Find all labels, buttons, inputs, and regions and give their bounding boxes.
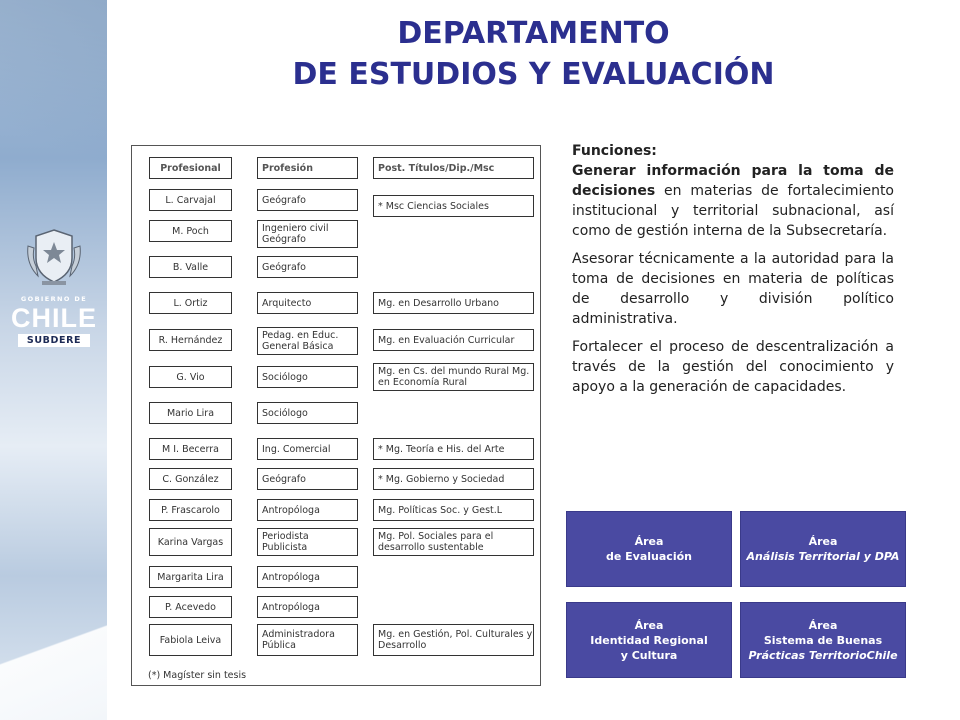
staff-profession: Antropóloga: [257, 566, 358, 588]
area-label: Área: [634, 535, 664, 548]
staff-degree: Mg. Pol. Sociales para el desarrollo sustentable: [373, 528, 534, 556]
area-name: Identidad Regional: [590, 633, 708, 647]
area-label: Área: [808, 618, 838, 632]
header-post-titulos: Post. Títulos/Dip./Msc: [373, 157, 534, 179]
staff-degree: Mg. en Cs. del mundo Rural Mg. en Economía Rural: [373, 363, 534, 391]
staff-profession: Antropóloga: [257, 499, 358, 521]
funciones-section: [572, 141, 894, 397]
staff-profession: Geógrafo: [257, 468, 358, 490]
table-footnote: (*) Magíster sin tesis: [148, 670, 247, 681]
coat-of-arms-icon: [24, 226, 84, 288]
staff-name: M I. Becerra: [149, 438, 232, 460]
area-analisis-territorial-box: [740, 511, 906, 587]
staff-name: Margarita Lira: [149, 566, 232, 588]
area-label: Área: [634, 618, 664, 632]
staff-name: R. Hernández: [149, 329, 232, 351]
staff-profession: Administradora Pública: [257, 624, 358, 656]
area-label: Área: [808, 535, 838, 548]
area-identidad-regional-box: [566, 602, 732, 678]
staff-name: P. Acevedo: [149, 596, 232, 618]
staff-profession: Antropóloga: [257, 596, 358, 618]
area-name-cont: Prácticas TerritorioChile: [748, 648, 898, 662]
staff-degree: Mg. en Desarrollo Urbano: [373, 292, 534, 314]
funcion-1-text: en materias de fortalecimiento institucional y territorial subnacional, así como de gestión interna de la Subsecretaría.: [572, 183, 894, 239]
staff-degree: * Mg. Gobierno y Sociedad: [373, 468, 534, 490]
sidebar-background: [0, 0, 107, 720]
area-name-cont: y Cultura: [620, 648, 678, 662]
staff-name: M. Poch: [149, 220, 232, 242]
funcion-paragraph-3: Fortalecer el proceso de descentralización a través de la gestión del conocimiento y apoyo a la generación de capacidades.: [572, 339, 894, 395]
gobierno-chile-logo: [10, 226, 98, 350]
funcion-paragraph-2: Asesorar técnicamente a la autoridad para la toma de decisiones en materia de políticas de desarrollo y división político administrativa.: [572, 251, 894, 327]
staff-profession: Pedag. en Educ. General Básica: [257, 327, 358, 355]
staff-name: C. González: [149, 468, 232, 490]
staff-degree: * Mg. Teoría e His. del Arte: [373, 438, 534, 460]
area-name: de Evaluación: [606, 550, 692, 563]
staff-profession: Periodista Publicista: [257, 528, 358, 556]
sky-shade: [0, 0, 107, 200]
staff-degree: Mg. en Evaluación Curricular: [373, 329, 534, 351]
logo-chile-text: CHILE: [11, 303, 97, 333]
area-name: Sistema de Buenas: [763, 633, 883, 647]
funcion-1-bold: Generar información para la toma de decisiones: [572, 163, 894, 199]
page-title-line2: DE ESTUDIOS Y EVALUACIÓN: [292, 57, 775, 92]
area-name: Análisis Territorial y DPA: [746, 550, 900, 563]
staff-table-panel: [131, 145, 541, 686]
staff-name: P. Frascarolo: [149, 499, 232, 521]
funcion-paragraph-1: [572, 161, 894, 241]
staff-profession: Arquitecto: [257, 292, 358, 314]
funciones-heading: Funciones:: [572, 143, 657, 159]
area-buenas-practicas-box: [740, 602, 906, 678]
staff-name: Mario Lira: [149, 402, 232, 424]
area-evaluacion-box: [566, 511, 732, 587]
header-profesional: Profesional: [149, 157, 232, 179]
staff-profession: Sociólogo: [257, 402, 358, 424]
staff-profession: Sociólogo: [257, 366, 358, 388]
snow-ridge: [0, 600, 107, 720]
staff-degree: Mg. Políticas Soc. y Gest.L: [373, 499, 534, 521]
staff-profession: Ing. Comercial: [257, 438, 358, 460]
logo-subdere-text: SUBDERE: [18, 334, 90, 347]
staff-name: L. Ortiz: [149, 292, 232, 314]
staff-name: Fabiola Leiva: [149, 624, 232, 656]
staff-name: Karina Vargas: [149, 528, 232, 556]
staff-degree: * Msc Ciencias Sociales: [373, 195, 534, 217]
staff-degree: Mg. en Gestión, Pol. Culturales y Desarrollo: [373, 624, 534, 656]
page-title-line1: DEPARTAMENTO: [397, 16, 670, 51]
header-profesion: Profesión: [257, 157, 358, 179]
staff-name: B. Valle: [149, 256, 232, 278]
staff-name: L. Carvajal: [149, 189, 232, 211]
staff-profession: Geógrafo: [257, 189, 358, 211]
staff-name: G. Vio: [149, 366, 232, 388]
staff-profession: Geógrafo: [257, 256, 358, 278]
logo-gobierno-text: GOBIERNO DE: [20, 295, 88, 303]
staff-profession: Ingeniero civil Geógrafo: [257, 220, 358, 248]
